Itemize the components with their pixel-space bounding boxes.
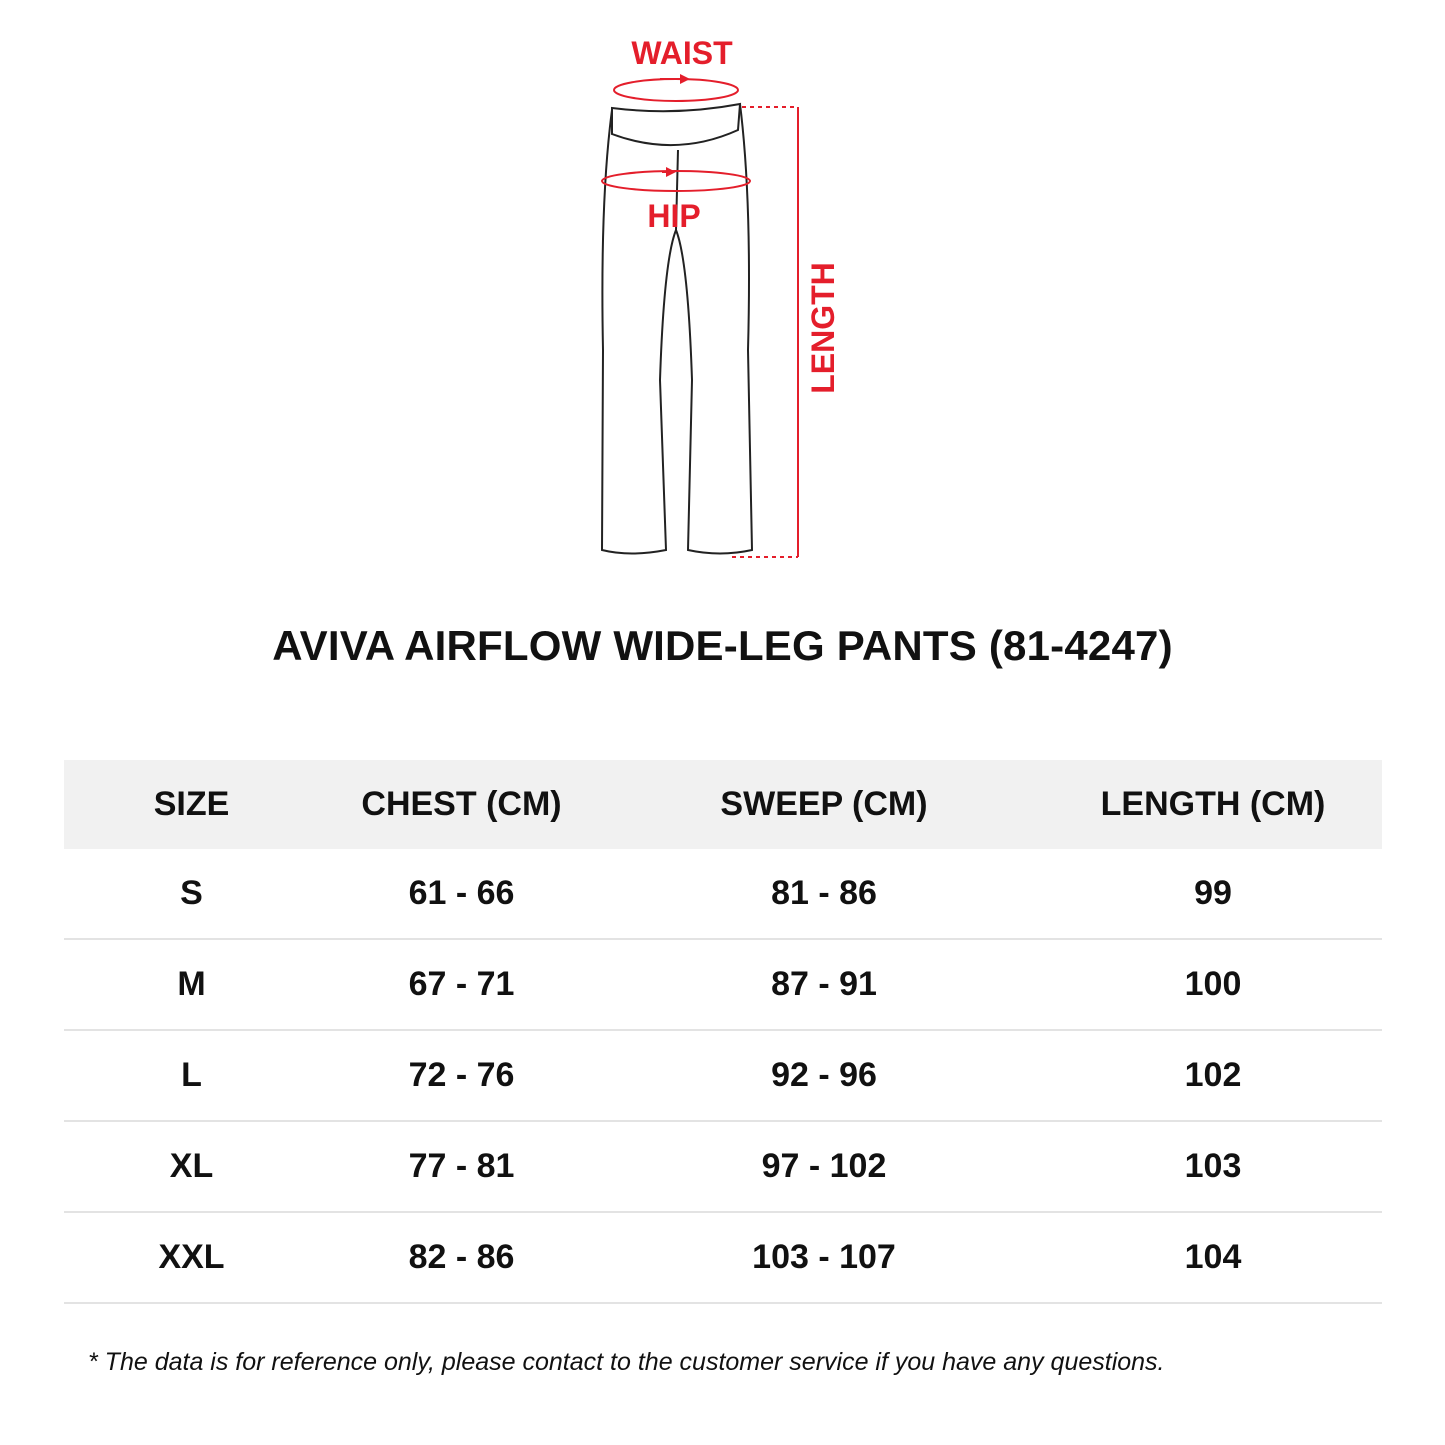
length-cell: 99 [1044, 849, 1382, 939]
pants-measurement-diagram [0, 0, 1445, 580]
footnote: * The data is for reference only, please contact to the customer service if you have any questions. [88, 1348, 1165, 1376]
length-cell: 104 [1044, 1212, 1382, 1303]
table-header-row [64, 760, 1382, 849]
chest-cell: 72 - 76 [319, 1030, 604, 1121]
size-cell: L [64, 1030, 319, 1121]
sweep-cell: 92 - 96 [604, 1030, 1044, 1121]
sweep-cell: 97 - 102 [604, 1121, 1044, 1212]
table-row [64, 939, 1382, 1030]
length-cell: 103 [1044, 1121, 1382, 1212]
chest-cell: 77 - 81 [319, 1121, 604, 1212]
sweep-cell: 103 - 107 [604, 1212, 1044, 1303]
table-row [64, 1030, 1382, 1121]
sweep-cell: 81 - 86 [604, 849, 1044, 939]
hip-measure-icon [602, 167, 750, 191]
table-row [64, 849, 1382, 939]
product-title: AVIVA AIRFLOW WIDE-LEG PANTS (81-4247) [272, 622, 1173, 669]
waist-label: WAIST [631, 35, 733, 71]
hip-label: HIP [647, 198, 701, 234]
size-chart-table [64, 760, 1382, 1304]
pants-outline-illustration [0, 0, 1445, 580]
header-chest: CHEST (CM) [319, 760, 604, 849]
header-length: LENGTH (CM) [1044, 760, 1382, 849]
sweep-cell: 87 - 91 [604, 939, 1044, 1030]
size-cell: S [64, 849, 319, 939]
length-label: LENGTH [805, 262, 841, 394]
chest-cell: 67 - 71 [319, 939, 604, 1030]
waist-measure-icon [614, 74, 738, 101]
header-size: SIZE [64, 760, 319, 849]
table-row [64, 1212, 1382, 1303]
size-cell: M [64, 939, 319, 1030]
length-cell: 102 [1044, 1030, 1382, 1121]
chest-cell: 61 - 66 [319, 849, 604, 939]
table-row [64, 1121, 1382, 1212]
chest-cell: 82 - 86 [319, 1212, 604, 1303]
length-cell: 100 [1044, 939, 1382, 1030]
size-cell: XXL [64, 1212, 319, 1303]
length-measure-icon [732, 107, 798, 557]
header-sweep: SWEEP (CM) [604, 760, 1044, 849]
size-cell: XL [64, 1121, 319, 1212]
